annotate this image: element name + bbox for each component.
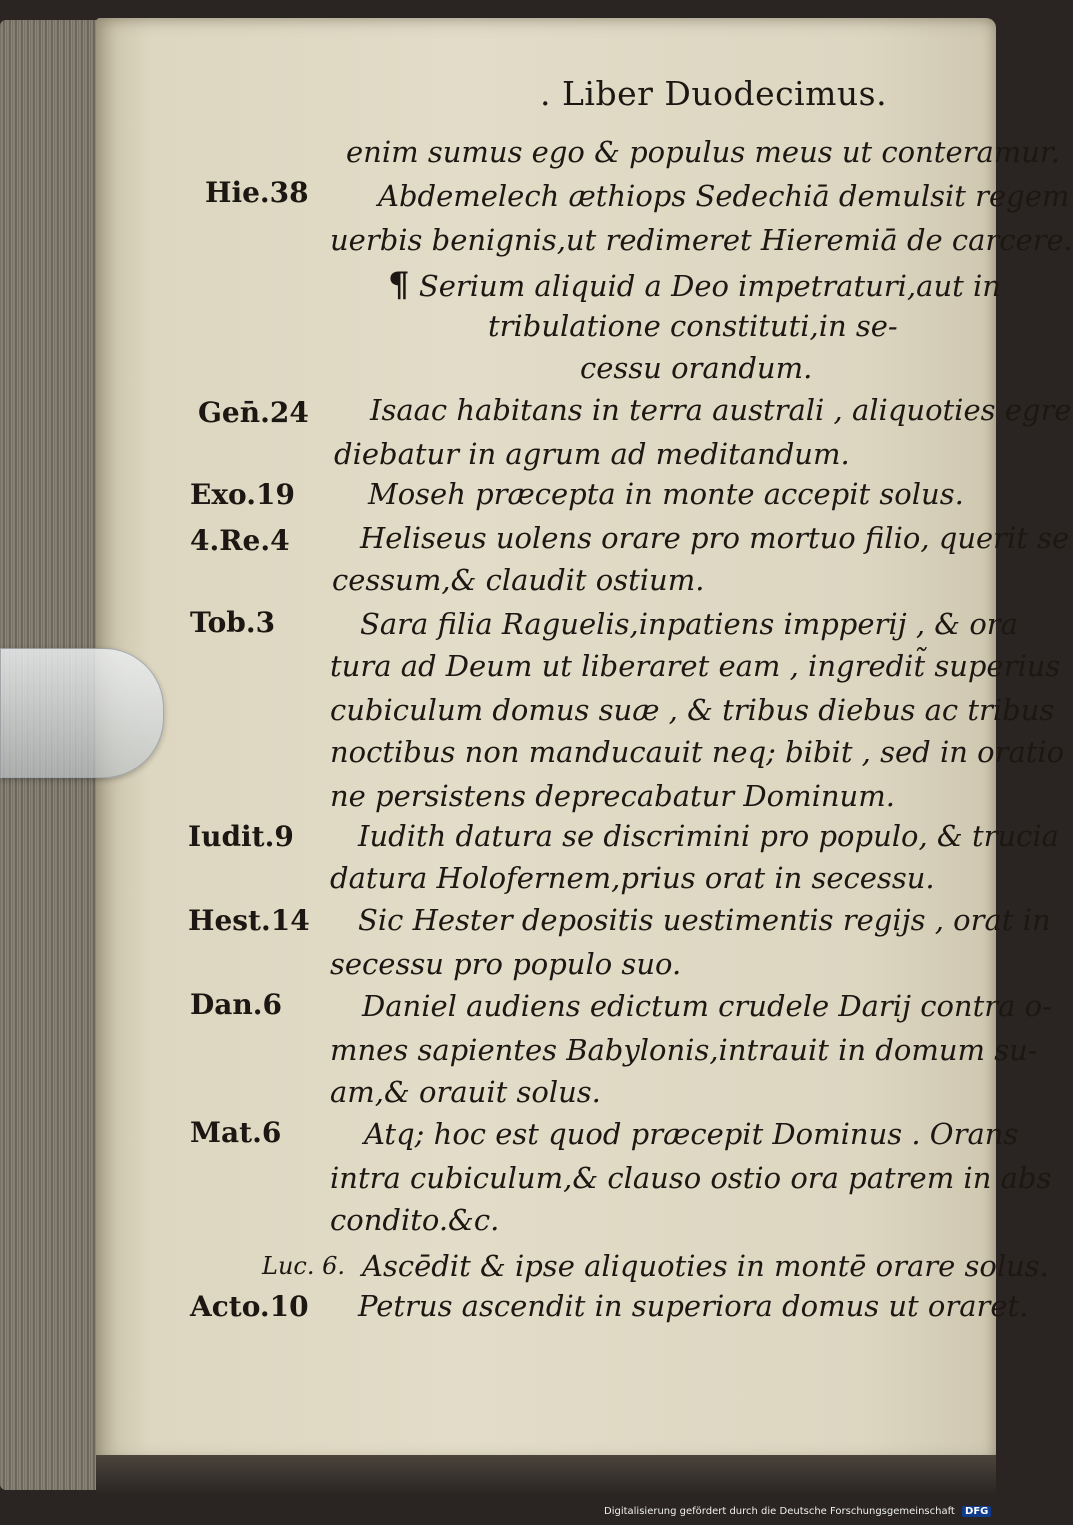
text-line: intra cubiculum,& clauso ostio ora patrem in abs xyxy=(330,1161,1052,1195)
text-line: datura Holofernem,prius orat in secessu. xyxy=(330,861,935,895)
text-line: Atq; hoc est quod præcepit Dominus . Orans xyxy=(364,1117,1019,1151)
margin-ref: Mat.6 xyxy=(190,1116,282,1149)
text-line: Ascēdit & ipse aliquoties in montē orare solus. xyxy=(362,1249,1049,1283)
text-line: Daniel audiens edictum crudele Darij contra o- xyxy=(362,989,1052,1023)
text-line: enim sumus ego & populus meus ut conteramur. xyxy=(346,135,1060,169)
text-line: ne persistens deprecabatur Dominum. xyxy=(330,779,895,813)
text-line: Petrus ascendit in superiora domus ut oraret. xyxy=(358,1289,1029,1323)
text-line: Moseh præcepta in monte accepit solus. xyxy=(368,477,964,511)
margin-ref: Exo.19 xyxy=(190,478,295,511)
text-line: Sic Hester depositis uestimentis regijs , orat in xyxy=(358,903,1051,937)
margin-ref: Hie.38 xyxy=(205,176,309,209)
margin-ref: Hest.14 xyxy=(188,904,310,937)
text-line: diebatur in agrum ad meditandum. xyxy=(334,437,850,471)
text-line: Abdemelech æthiops Sedechiā demulsit regem xyxy=(378,179,1070,213)
text-line: cubiculum domus suæ , & tribus diebus ac tribus xyxy=(330,693,1055,727)
pilcrow-icon: ¶ xyxy=(388,265,410,305)
text-line: tribulatione constituti,in se- xyxy=(488,309,898,343)
text-line: Helisеus uolens orare pro mortuo filio, querit se xyxy=(360,521,1070,555)
text-line: uerbis benignis,ut redimeret Hieremiā de carcere. xyxy=(330,223,1073,257)
text-line: condito.&c. xyxy=(330,1203,500,1237)
text-line: noctibus non manducauit neq; bibit , sed in oratio xyxy=(330,735,1065,769)
margin-ref: Dan.6 xyxy=(190,988,283,1021)
margin-ref-handwritten: Luc. 6. xyxy=(262,1252,345,1280)
dfg-logo-icon: DFG xyxy=(962,1506,991,1517)
text-span: Serium aliquid a Deo impetraturi,aut in xyxy=(418,269,1001,303)
text-line: am,& orauit solus. xyxy=(330,1075,601,1109)
footer-text: Digitalisierung gefördert durch die Deutsche Forschungsgemeinschaft xyxy=(604,1506,955,1517)
text-line: Isaac habitans in terra australi , aliquoties egre xyxy=(370,393,1072,427)
text-line: cessu orandum. xyxy=(580,351,813,385)
text-line: mnes sapientes Babylonis,intrauit in domum su- xyxy=(330,1033,1038,1067)
margin-ref: 4.Re.4 xyxy=(190,524,290,557)
running-header: . Liber Duodecimus. xyxy=(540,74,888,113)
page-clip xyxy=(0,648,164,778)
funding-footer xyxy=(604,1506,991,1517)
text-line: secessu pro populo suo. xyxy=(330,947,682,981)
margin-ref: Gen̄.24 xyxy=(198,396,309,429)
text-line: Iudith datura se discrimini pro populo, & trucia xyxy=(358,819,1059,853)
text-line: tura ad Deum ut liberaret eam , ingredit̃ superius xyxy=(330,649,1061,683)
margin-ref: Iudit.9 xyxy=(188,820,294,853)
text-line: Sara filia Raguelis,inpatiens impperij , & ora xyxy=(360,607,1018,641)
text-line-heading xyxy=(388,265,1001,305)
margin-ref: Acto.10 xyxy=(190,1290,309,1323)
margin-ref: Tob.3 xyxy=(190,606,276,639)
page-shadow xyxy=(96,1455,996,1495)
text-line: cessum,& claudit ostium. xyxy=(332,563,705,597)
